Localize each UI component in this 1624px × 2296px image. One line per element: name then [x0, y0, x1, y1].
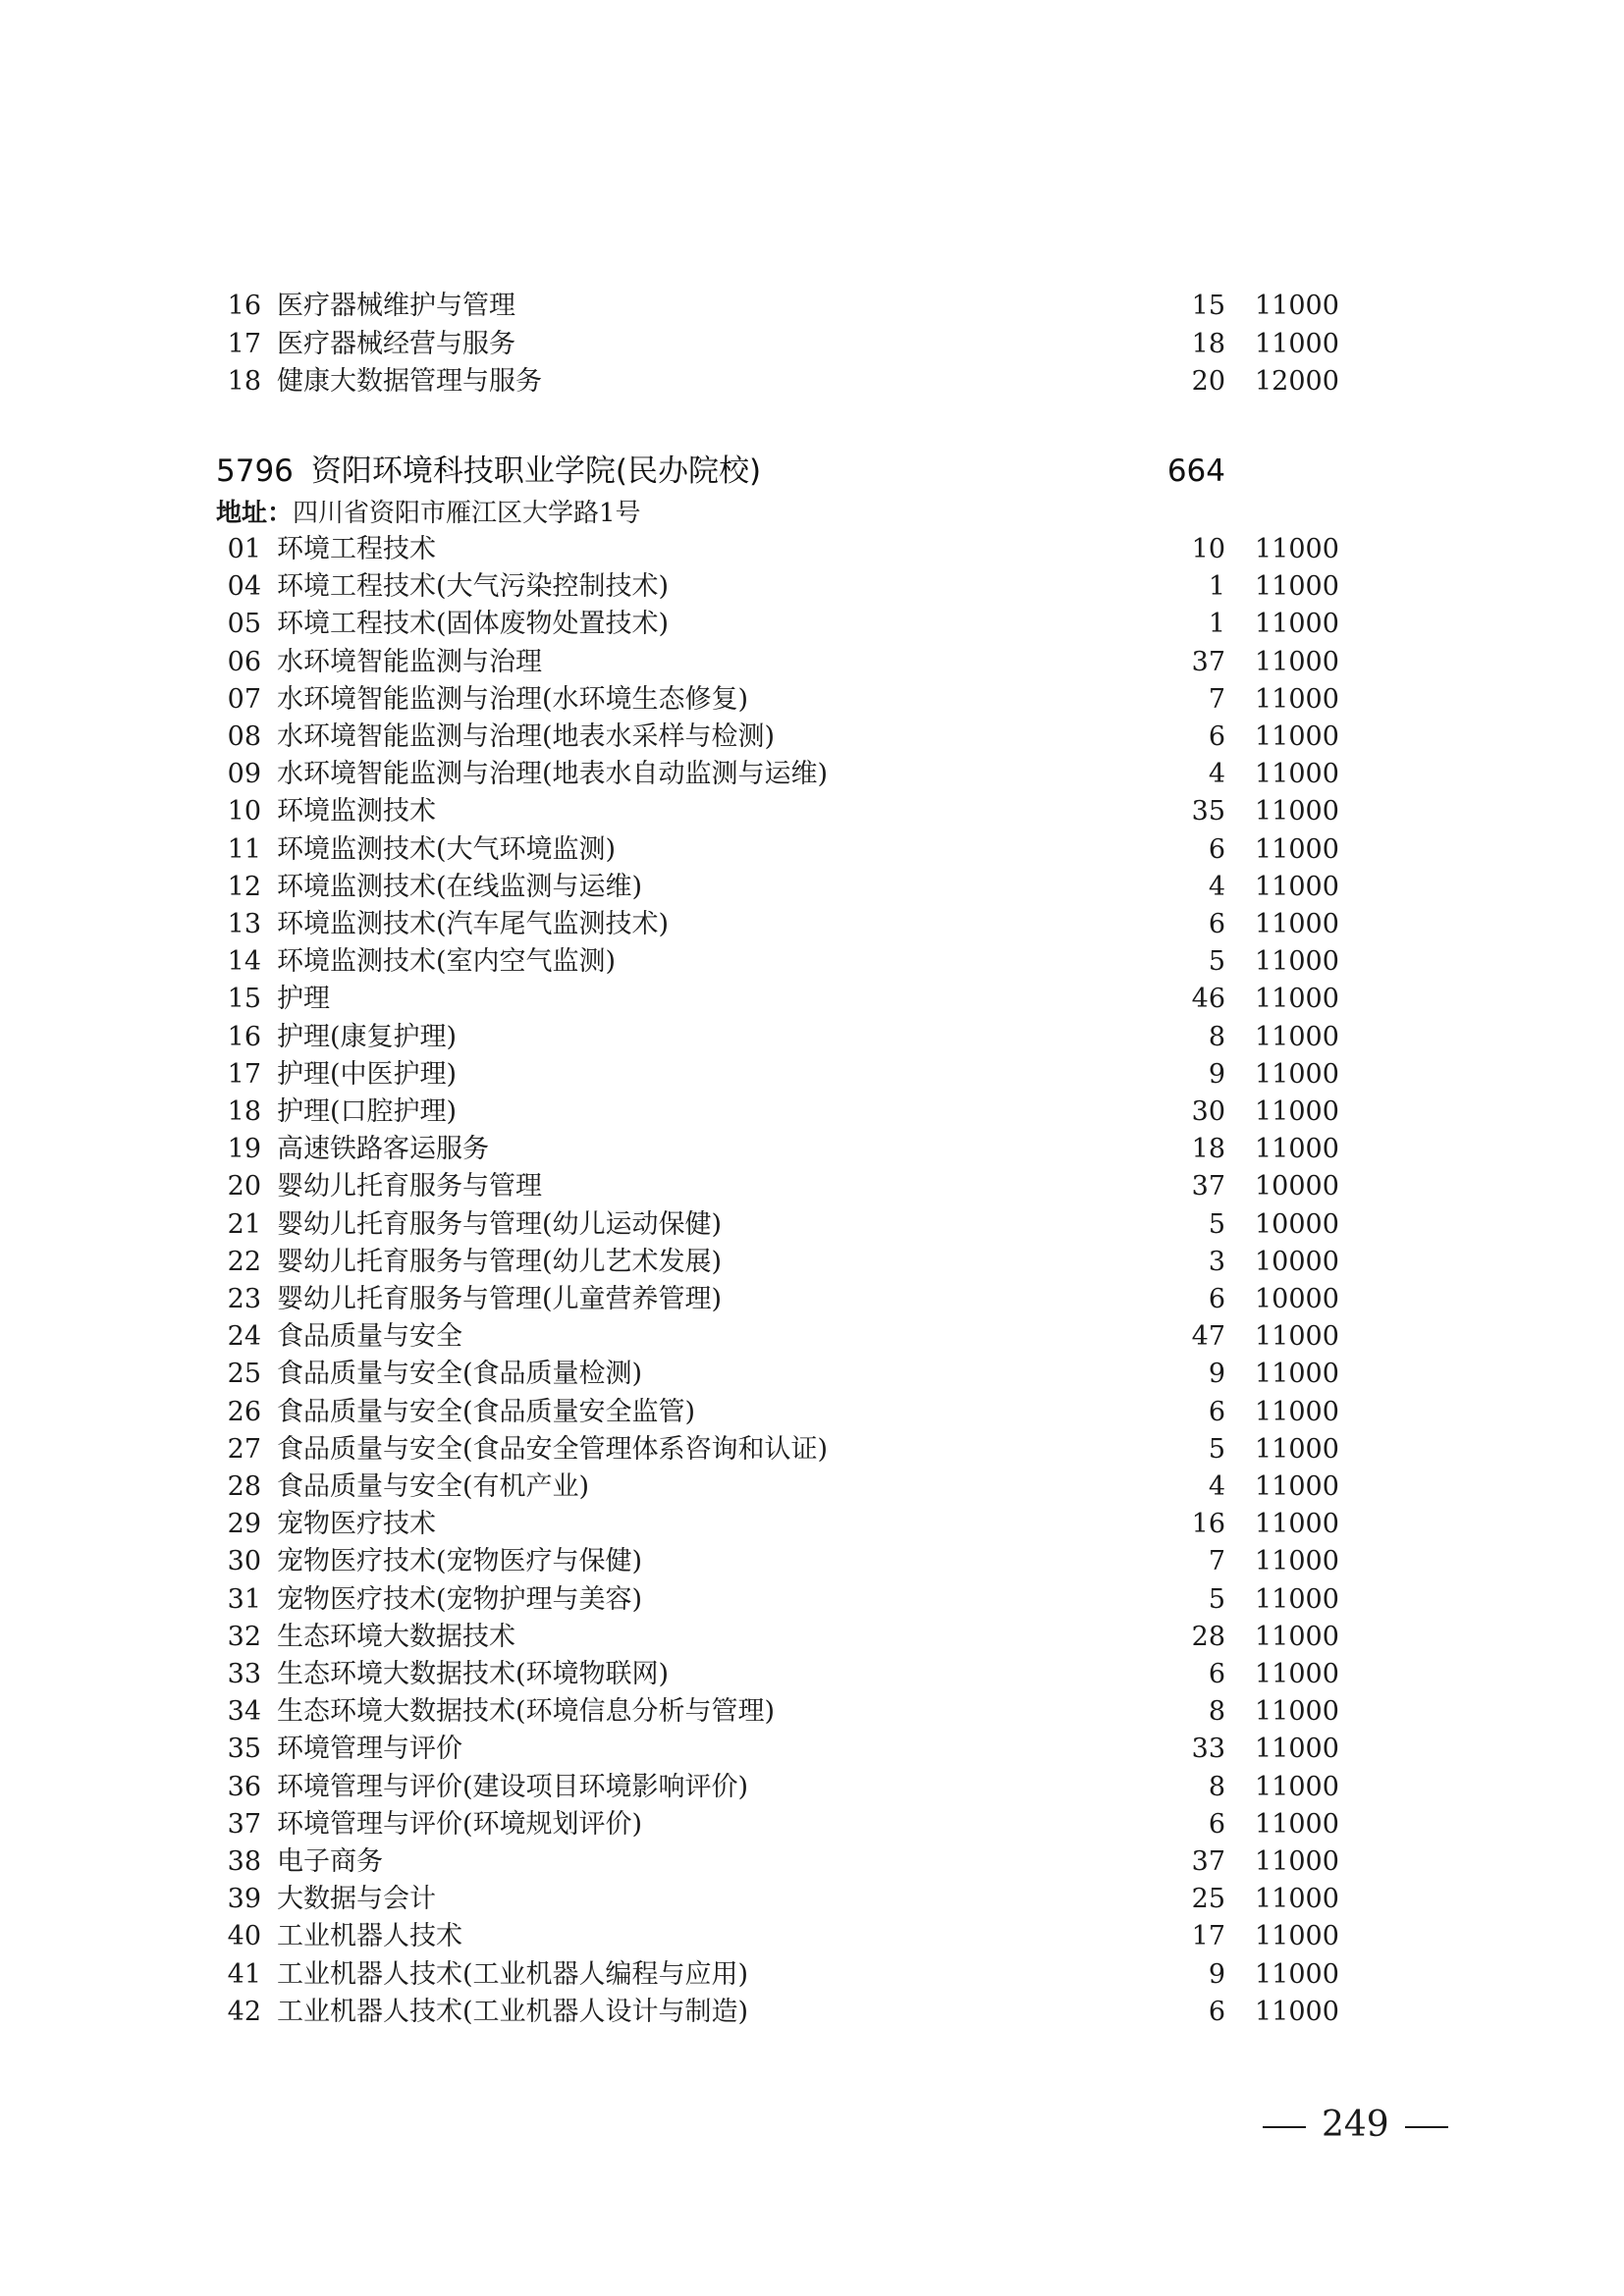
program-row: [0, 1356, 1624, 1393]
program-code: 24: [227, 1321, 261, 1353]
program-count: 15: [1191, 291, 1225, 321]
program-fee: 11000: [1255, 1058, 1339, 1090]
program-name: 婴幼儿托育服务与管理: [277, 1171, 542, 1202]
program-count: 9: [1208, 1058, 1225, 1090]
program-row: [0, 1843, 1624, 1881]
program-fee: 11000: [1255, 1546, 1339, 1577]
program-code: 18: [227, 366, 261, 397]
address-label: 地址：: [216, 499, 294, 528]
program-row: [0, 1769, 1624, 1806]
program-code: 13: [227, 909, 261, 939]
program-count: 47: [1191, 1321, 1225, 1353]
program-name: 医疗器械维护与管理: [277, 291, 515, 321]
program-row: [0, 1318, 1624, 1356]
program-code: 18: [227, 1096, 261, 1127]
program-name: 水环境智能监测与治理(地表水采样与检测): [277, 721, 776, 752]
program-name: 食品质量与安全(食品质量安全监管): [277, 1396, 696, 1427]
program-fee: 10000: [1255, 1208, 1339, 1240]
program-row: [0, 1956, 1624, 1994]
program-count: 5: [1208, 946, 1225, 978]
program-count: 6: [1208, 721, 1225, 752]
program-fee: 11000: [1255, 1433, 1339, 1465]
program-fee: 11000: [1255, 1808, 1339, 1840]
school-address: [216, 494, 641, 533]
program-code: 05: [227, 609, 261, 640]
program-name: 医疗器械经营与服务: [277, 328, 515, 359]
program-code: 11: [227, 833, 261, 865]
school-quota: 664: [1166, 454, 1225, 489]
program-code: 39: [227, 1884, 261, 1915]
program-code: 21: [227, 1208, 261, 1240]
program-code: 20: [227, 1171, 261, 1202]
program-fee: 11000: [1255, 291, 1339, 321]
program-fee: 11000: [1255, 534, 1339, 564]
program-count: 10: [1191, 534, 1225, 564]
program-fee: 11000: [1255, 1096, 1339, 1127]
program-row: [0, 1394, 1624, 1431]
program-code: 34: [227, 1696, 261, 1728]
program-row: [0, 869, 1624, 906]
program-fee: 11000: [1255, 1583, 1339, 1615]
program-count: 4: [1208, 759, 1225, 790]
program-code: 33: [227, 1659, 261, 1689]
school-code: 5796: [216, 454, 294, 489]
program-fee: 10000: [1255, 1246, 1339, 1277]
program-name: 生态环境大数据技术: [277, 1621, 515, 1652]
program-count: 8: [1208, 1021, 1225, 1052]
program-name: 工业机器人技术(工业机器人编程与应用): [277, 1958, 749, 1990]
program-code: 04: [227, 571, 261, 603]
program-name: 宠物医疗技术(宠物护理与美容): [277, 1583, 643, 1615]
program-fee: 11000: [1255, 796, 1339, 828]
program-count: 8: [1208, 1696, 1225, 1728]
program-fee: 11000: [1255, 1659, 1339, 1689]
program-row: [0, 606, 1624, 643]
page-footer: [1247, 2101, 1464, 2150]
program-fee: 11000: [1255, 1734, 1339, 1765]
program-code: 38: [227, 1846, 261, 1877]
program-count: 3: [1208, 1246, 1225, 1277]
program-row: [0, 1881, 1624, 1918]
program-count: 25: [1191, 1884, 1225, 1915]
program-name: 环境管理与评价(环境规划评价): [277, 1808, 643, 1840]
program-code: 15: [227, 984, 261, 1015]
program-name: 婴幼儿托育服务与管理(幼儿运动保健): [277, 1208, 723, 1240]
program-row: [0, 793, 1624, 830]
program-count: 4: [1208, 871, 1225, 902]
program-fee: 11000: [1255, 1884, 1339, 1915]
program-fee: 11000: [1255, 1359, 1339, 1390]
program-count: 16: [1191, 1509, 1225, 1540]
program-name: 电子商务: [277, 1846, 383, 1877]
program-count: 7: [1208, 683, 1225, 715]
program-name: 高速铁路客运服务: [277, 1134, 489, 1165]
program-count: 5: [1208, 1208, 1225, 1240]
program-row: [0, 288, 1624, 325]
program-name: 环境监测技术(汽车尾气监测技术): [277, 909, 670, 939]
program-row: [0, 719, 1624, 756]
program-code: 01: [227, 534, 261, 564]
program-fee: 11000: [1255, 1021, 1339, 1052]
program-name: 环境工程技术(固体废物处置技术): [277, 609, 670, 640]
program-count: 9: [1208, 1359, 1225, 1390]
program-code: 19: [227, 1134, 261, 1165]
program-fee: 11000: [1255, 1396, 1339, 1427]
program-count: 37: [1191, 1846, 1225, 1877]
program-fee: 11000: [1255, 909, 1339, 939]
program-name: 环境工程技术(大气污染控制技术): [277, 571, 670, 603]
program-code: 23: [227, 1284, 261, 1314]
program-code: 37: [227, 1808, 261, 1840]
program-count: 5: [1208, 1583, 1225, 1615]
school-heading: [216, 450, 779, 493]
program-count: 30: [1191, 1096, 1225, 1127]
program-row: [0, 1056, 1624, 1094]
footer-dash-left: [1263, 2126, 1306, 2128]
program-code: 10: [227, 796, 261, 828]
program-row: [0, 1918, 1624, 1955]
program-name: 环境管理与评价: [277, 1734, 462, 1765]
program-count: 37: [1191, 646, 1225, 677]
program-code: 25: [227, 1359, 261, 1390]
program-count: 35: [1191, 796, 1225, 828]
program-name: 宠物医疗技术: [277, 1509, 436, 1540]
program-fee: 11000: [1255, 1509, 1339, 1540]
program-name: 食品质量与安全(食品质量检测): [277, 1359, 643, 1390]
program-fee: 11000: [1255, 1471, 1339, 1502]
program-row: [0, 943, 1624, 981]
program-row: [0, 1468, 1624, 1506]
program-fee: 11000: [1255, 1771, 1339, 1802]
program-name: 婴幼儿托育服务与管理(幼儿艺术发展): [277, 1246, 723, 1277]
program-code: 28: [227, 1471, 261, 1502]
program-row: [0, 1244, 1624, 1281]
program-fee: 11000: [1255, 1696, 1339, 1728]
program-name: 环境工程技术: [277, 534, 436, 564]
program-code: 35: [227, 1734, 261, 1765]
program-name: 水环境智能监测与治理: [277, 646, 542, 677]
program-count: 9: [1208, 1958, 1225, 1990]
program-fee: 11000: [1255, 571, 1339, 603]
program-row: [0, 644, 1624, 681]
program-code: 09: [227, 759, 261, 790]
program-fee: 11000: [1255, 833, 1339, 865]
program-code: 08: [227, 721, 261, 752]
program-count: 20: [1191, 366, 1225, 397]
program-row: [0, 1619, 1624, 1656]
program-row: [0, 1656, 1624, 1693]
program-code: 27: [227, 1433, 261, 1465]
program-fee: 11000: [1255, 1321, 1339, 1353]
program-name: 水环境智能监测与治理(地表水自动监测与运维): [277, 759, 829, 790]
program-code: 26: [227, 1396, 261, 1427]
program-fee: 12000: [1255, 366, 1339, 397]
program-count: 46: [1191, 984, 1225, 1015]
program-name: 生态环境大数据技术(环境物联网): [277, 1659, 670, 1689]
program-row: [0, 1693, 1624, 1731]
program-code: 29: [227, 1509, 261, 1540]
program-count: 6: [1208, 1659, 1225, 1689]
program-row: [0, 831, 1624, 869]
program-count: 6: [1208, 1996, 1225, 2027]
program-name: 护理: [277, 984, 330, 1015]
program-name: 食品质量与安全: [277, 1321, 462, 1353]
school-name: 资阳环境科技职业学院(民办院校): [310, 454, 762, 489]
program-row: [0, 1994, 1624, 2031]
program-name: 生态环境大数据技术(环境信息分析与管理): [277, 1696, 776, 1728]
program-code: 42: [227, 1996, 261, 2027]
program-row: [0, 906, 1624, 943]
program-count: 28: [1191, 1621, 1225, 1652]
program-row: [0, 756, 1624, 793]
program-row: [0, 1731, 1624, 1768]
program-count: 5: [1208, 1433, 1225, 1465]
program-row: [0, 1019, 1624, 1056]
program-count: 7: [1208, 1546, 1225, 1577]
program-count: 1: [1208, 571, 1225, 603]
program-name: 护理(口腔护理): [277, 1096, 458, 1127]
program-code: 16: [227, 1021, 261, 1052]
program-fee: 11000: [1255, 721, 1339, 752]
program-code: 22: [227, 1246, 261, 1277]
program-fee: 11000: [1255, 1996, 1339, 2027]
program-count: 6: [1208, 909, 1225, 939]
program-row: [0, 1131, 1624, 1168]
program-name: 环境监测技术: [277, 796, 436, 828]
program-fee: 11000: [1255, 328, 1339, 359]
program-fee: 11000: [1255, 683, 1339, 715]
program-row: [0, 1168, 1624, 1205]
program-row: [0, 1094, 1624, 1131]
program-fee: 10000: [1255, 1171, 1339, 1202]
program-name: 健康大数据管理与服务: [277, 366, 542, 397]
program-count: 17: [1191, 1921, 1225, 1952]
program-name: 环境监测技术(在线监测与运维): [277, 871, 643, 902]
program-row: [0, 1581, 1624, 1619]
program-row: [0, 1431, 1624, 1468]
program-fee: 10000: [1255, 1284, 1339, 1314]
program-name: 宠物医疗技术(宠物医疗与保健): [277, 1546, 643, 1577]
program-code: 17: [227, 1058, 261, 1090]
program-row: [0, 326, 1624, 363]
program-code: 12: [227, 871, 261, 902]
program-fee: 11000: [1255, 946, 1339, 978]
program-name: 水环境智能监测与治理(水环境生态修复): [277, 683, 749, 715]
program-code: 07: [227, 683, 261, 715]
program-row: [0, 568, 1624, 606]
page-number: 249: [1322, 2105, 1389, 2145]
program-code: 16: [227, 291, 261, 321]
program-code: 14: [227, 946, 261, 978]
program-count: 6: [1208, 1396, 1225, 1427]
program-row: [0, 363, 1624, 400]
program-count: 6: [1208, 1808, 1225, 1840]
program-code: 40: [227, 1921, 261, 1952]
footer-dash-right: [1405, 2126, 1448, 2128]
program-count: 4: [1208, 1471, 1225, 1502]
program-count: 8: [1208, 1771, 1225, 1802]
program-fee: 11000: [1255, 871, 1339, 902]
program-code: 17: [227, 328, 261, 359]
program-count: 18: [1191, 328, 1225, 359]
program-row: [0, 1506, 1624, 1543]
program-fee: 11000: [1255, 1921, 1339, 1952]
program-name: 大数据与会计: [277, 1884, 436, 1915]
program-fee: 11000: [1255, 984, 1339, 1015]
program-row: [0, 1806, 1624, 1843]
program-count: 1: [1208, 609, 1225, 640]
program-name: 环境监测技术(大气环境监测): [277, 833, 617, 865]
address-text: 四川省资阳市雁江区大学路1号: [293, 499, 641, 528]
program-row: [0, 1543, 1624, 1580]
program-code: 41: [227, 1958, 261, 1990]
program-name: 食品质量与安全(有机产业): [277, 1471, 590, 1502]
program-name: 护理(中医护理): [277, 1058, 458, 1090]
program-name: 食品质量与安全(食品安全管理体系咨询和认证): [277, 1433, 829, 1465]
program-fee: 11000: [1255, 646, 1339, 677]
program-name: 环境管理与评价(建设项目环境影响评价): [277, 1771, 749, 1802]
program-fee: 11000: [1255, 1846, 1339, 1877]
program-name: 环境监测技术(室内空气监测): [277, 946, 617, 978]
program-row: [0, 531, 1624, 568]
program-row: [0, 1281, 1624, 1318]
program-count: 6: [1208, 833, 1225, 865]
program-name: 护理(康复护理): [277, 1021, 458, 1052]
program-code: 36: [227, 1771, 261, 1802]
program-count: 18: [1191, 1134, 1225, 1165]
program-fee: 11000: [1255, 759, 1339, 790]
program-row: [0, 981, 1624, 1018]
program-name: 婴幼儿托育服务与管理(儿童营养管理): [277, 1284, 723, 1314]
program-row: [0, 1206, 1624, 1244]
program-code: 32: [227, 1621, 261, 1652]
program-name: 工业机器人技术: [277, 1921, 462, 1952]
program-name: 工业机器人技术(工业机器人设计与制造): [277, 1996, 749, 2027]
program-count: 37: [1191, 1171, 1225, 1202]
program-count: 6: [1208, 1284, 1225, 1314]
program-fee: 11000: [1255, 1134, 1339, 1165]
program-row: [0, 681, 1624, 719]
program-count: 33: [1191, 1734, 1225, 1765]
program-code: 31: [227, 1583, 261, 1615]
program-code: 30: [227, 1546, 261, 1577]
program-code: 06: [227, 646, 261, 677]
program-fee: 11000: [1255, 1621, 1339, 1652]
program-fee: 11000: [1255, 609, 1339, 640]
program-fee: 11000: [1255, 1958, 1339, 1990]
